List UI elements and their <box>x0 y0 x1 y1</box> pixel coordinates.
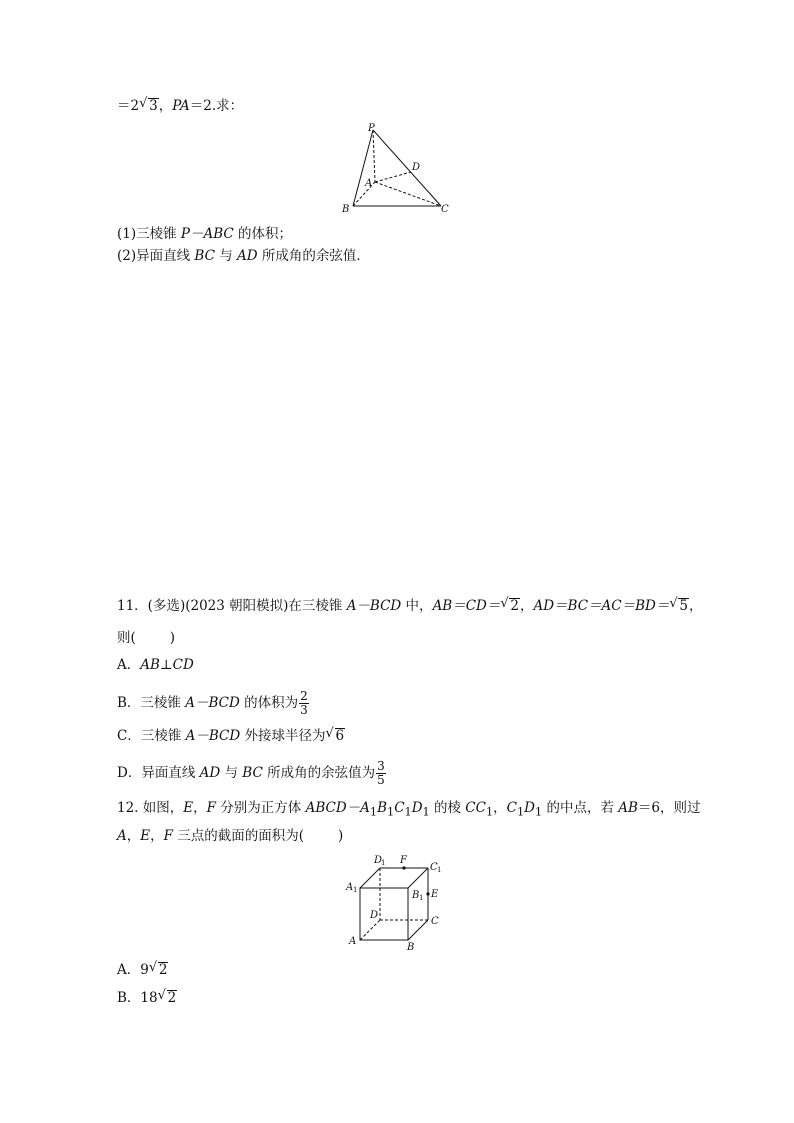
q12-stem-line1: 12. 如图，E，F 分别为正方体 $ABCD-A_1B_1C_1D_1$ 的棱 $CC_1$，$C_1D_1$ 的中点，若 AB＝6，则过 <box>117 800 701 819</box>
label-d: D <box>370 910 379 921</box>
label-b: B <box>342 204 350 215</box>
svg-text:1: 1 <box>381 859 386 867</box>
var-pa: PA <box>172 98 190 114</box>
svg-text:1: 1 <box>353 886 358 894</box>
label-c1: C <box>430 862 438 873</box>
q12-option-a: A．9 √ 2 <box>117 960 168 978</box>
tetrahedron-figure <box>335 120 455 218</box>
problem10-item1: (1)三棱锥 P－ABC 的体积； <box>117 226 293 242</box>
label-d: D <box>412 162 421 173</box>
point-e <box>426 892 429 895</box>
q11-stem: 11．(多选)(2023 朝阳模拟)在三棱锥 A－BCD 中，AB＝CD＝ √ 2，AD＝BC＝AC＝BD＝ √ 5， <box>117 596 703 614</box>
svg-text:1: 1 <box>437 866 442 874</box>
q11-option-c: C．三棱锥 A－BCD 外接球半径为 √ 6 <box>117 726 345 744</box>
text: ＝2.求： <box>189 98 244 114</box>
label-d1: D <box>374 855 383 866</box>
q11-option-b: B．三棱锥 A－BCD 的体积为 $\frac{2}{3}$ <box>117 689 308 717</box>
label-b1: B <box>412 890 420 901</box>
label-c: C <box>431 916 439 927</box>
q12-stem-line2: A，E，F 三点的截面的面积为( ) <box>117 828 344 844</box>
label-e: E <box>431 889 439 900</box>
label-a: A <box>365 178 373 189</box>
text: ＝2 <box>117 98 140 114</box>
q11-then: 则( ) <box>117 630 176 646</box>
label-a: A <box>349 936 357 947</box>
point-f <box>402 866 405 869</box>
q11-option-a: A．AB⊥CD <box>117 657 194 673</box>
label-c: C <box>441 204 449 215</box>
sqrt: √ 3 <box>139 96 158 114</box>
label-f: F <box>400 855 407 866</box>
cube-figure <box>340 852 450 954</box>
fraction: $\frac{2}{3}$ <box>300 689 308 717</box>
problem10-condition: ＝2 √ 3，PA＝2.求： <box>117 96 244 114</box>
q11-option-d: D．异面直线 AD 与 BC 所成角的余弦值为 $\frac{3}{5}$ <box>117 759 385 787</box>
label-p: P <box>368 123 375 134</box>
q12-option-b: B．18 √ 2 <box>117 988 177 1006</box>
fraction: $\frac{3}{5}$ <box>377 759 385 787</box>
problem10-item2: (2)异面直线 BC 与 AD 所成角的余弦值． <box>117 248 370 264</box>
label-a1: A <box>346 882 354 893</box>
svg-text:1: 1 <box>419 894 424 902</box>
label-b: B <box>407 942 415 953</box>
